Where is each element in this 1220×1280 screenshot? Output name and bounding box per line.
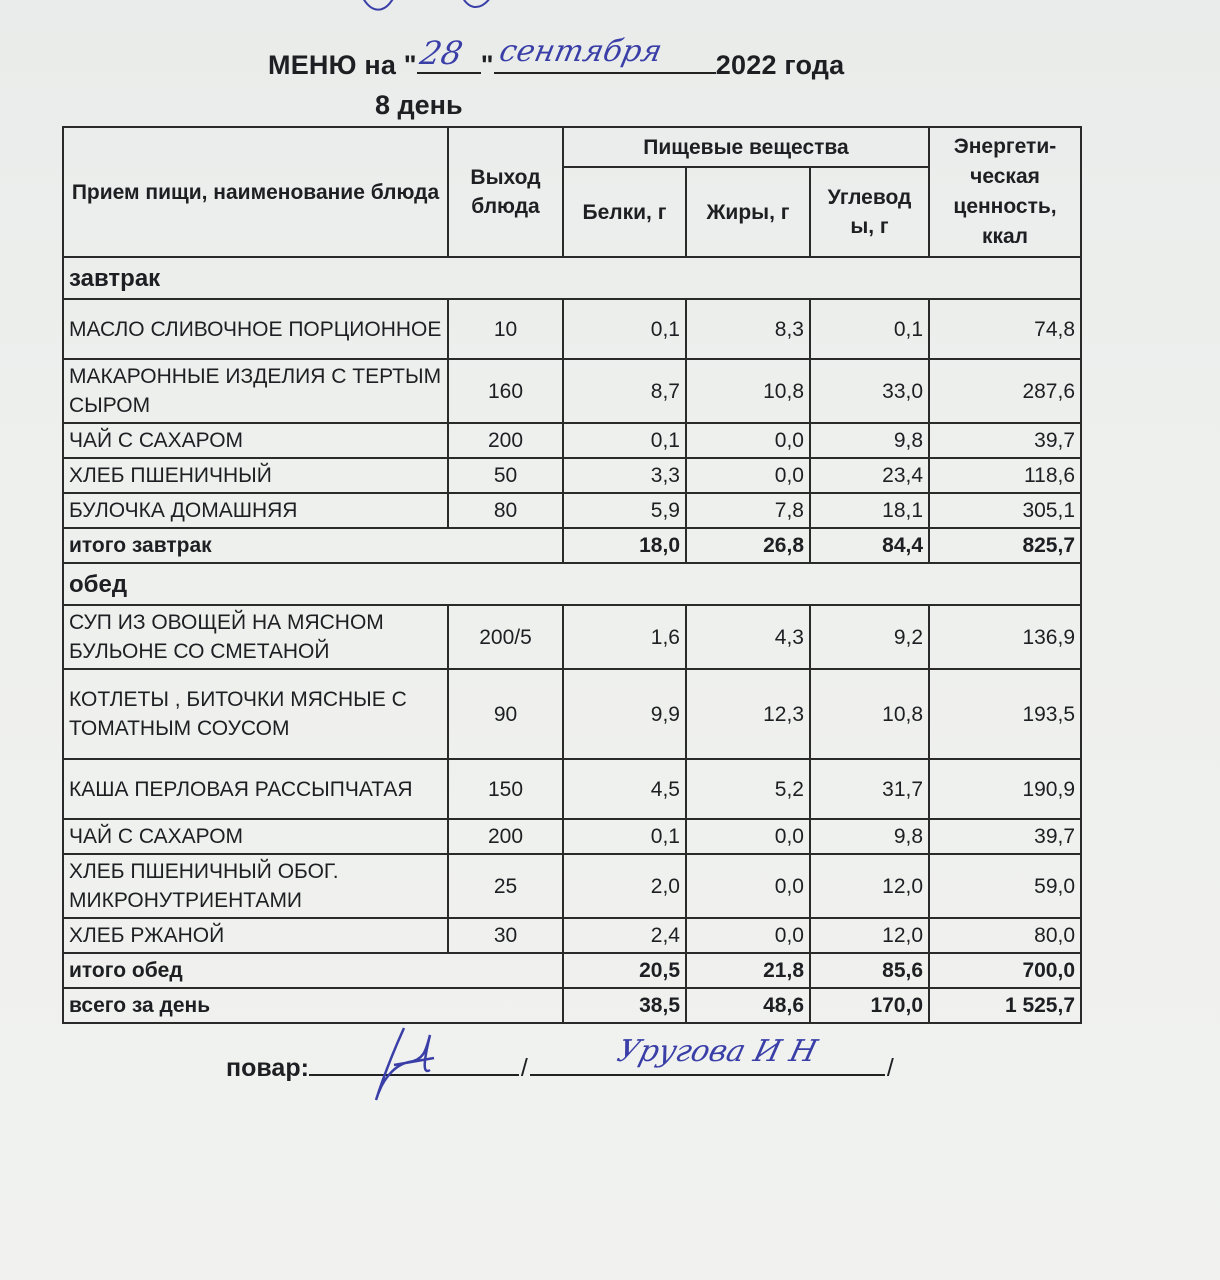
dish-carbs: 18,1 bbox=[810, 493, 929, 528]
signature-end-separator: / bbox=[886, 1054, 894, 1082]
dish-fat: 0,0 bbox=[686, 458, 810, 493]
table-row bbox=[63, 759, 1081, 819]
total-label: итого обед bbox=[63, 953, 563, 988]
dish-energy: 59,0 bbox=[929, 854, 1081, 918]
dish-name: СУП ИЗ ОВОЩЕЙ НА МЯСНОМ БУЛЬОНЕ СО СМЕТАНОЙ bbox=[63, 605, 448, 669]
dish-protein: 3,3 bbox=[563, 458, 686, 493]
day-total-protein: 38,5 bbox=[563, 988, 686, 1023]
total-protein: 20,5 bbox=[563, 953, 686, 988]
header-dish-name: Прием пищи, наименование блюда bbox=[63, 127, 448, 257]
dish-protein: 0,1 bbox=[563, 299, 686, 359]
dish-carbs: 10,8 bbox=[810, 669, 929, 759]
dish-protein: 0,1 bbox=[563, 423, 686, 458]
handwritten-scribble-top bbox=[340, 0, 640, 20]
handwritten-signature bbox=[364, 1020, 484, 1110]
dish-protein: 4,5 bbox=[563, 759, 686, 819]
total-fat: 21,8 bbox=[686, 953, 810, 988]
section-label: обед bbox=[63, 563, 1081, 605]
table-row bbox=[63, 359, 1081, 423]
total-protein: 18,0 bbox=[563, 528, 686, 563]
month-blank bbox=[494, 34, 716, 74]
header-carbs: Углевод ы, г bbox=[810, 167, 929, 257]
breakfast-total-row bbox=[63, 528, 1081, 563]
dish-energy: 74,8 bbox=[929, 299, 1081, 359]
total-carbs: 85,6 bbox=[810, 953, 929, 988]
dish-carbs: 12,0 bbox=[810, 854, 929, 918]
total-energy: 825,7 bbox=[929, 528, 1081, 563]
dish-name: ХЛЕБ ПШЕНИЧНЫЙ bbox=[63, 458, 448, 493]
cook-name-handwritten: Уругова И Н bbox=[613, 1034, 821, 1069]
dish-name: ЧАЙ С САХАРОМ bbox=[63, 819, 448, 854]
dish-name: ХЛЕБ РЖАНОЙ bbox=[63, 918, 448, 953]
day-total-row bbox=[63, 988, 1081, 1023]
total-fat: 26,8 bbox=[686, 528, 810, 563]
dish-energy: 118,6 bbox=[929, 458, 1081, 493]
table-row bbox=[63, 918, 1081, 953]
day-total-energy: 1 525,7 bbox=[929, 988, 1081, 1023]
dish-name: ЧАЙ С САХАРОМ bbox=[63, 423, 448, 458]
menu-table bbox=[62, 126, 1082, 1024]
dish-carbs: 9,2 bbox=[810, 605, 929, 669]
dish-name: БУЛОЧКА ДОМАШНЯЯ bbox=[63, 493, 448, 528]
day-total-fat: 48,6 bbox=[686, 988, 810, 1023]
dish-protein: 2,0 bbox=[563, 854, 686, 918]
dish-carbs: 9,8 bbox=[810, 423, 929, 458]
dish-output: 30 bbox=[448, 918, 563, 953]
header-fat: Жиры, г bbox=[686, 167, 810, 257]
dish-output: 10 bbox=[448, 299, 563, 359]
dish-protein: 0,1 bbox=[563, 819, 686, 854]
header-output: Выход блюда bbox=[448, 127, 563, 257]
dish-energy: 39,7 bbox=[929, 423, 1081, 458]
table-row bbox=[63, 458, 1081, 493]
signature-separator: / bbox=[520, 1054, 528, 1082]
dish-output: 50 bbox=[448, 458, 563, 493]
header-energy: Энергети-ческая ценность, ккал bbox=[929, 127, 1081, 257]
total-energy: 700,0 bbox=[929, 953, 1081, 988]
dish-name: МАКАРОННЫЕ ИЗДЕЛИЯ С ТЕРТЫМ СЫРОМ bbox=[63, 359, 448, 423]
dish-output: 160 bbox=[448, 359, 563, 423]
dish-name: КАША ПЕРЛОВАЯ РАССЫПЧАТАЯ bbox=[63, 759, 448, 819]
dish-output: 25 bbox=[448, 854, 563, 918]
dish-fat: 0,0 bbox=[686, 918, 810, 953]
dish-fat: 12,3 bbox=[686, 669, 810, 759]
dish-name: ХЛЕБ ПШЕНИЧНЫЙ ОБОГ. МИКРОНУТРИЕНТАМИ bbox=[63, 854, 448, 918]
dish-name: КОТЛЕТЫ , БИТОЧКИ МЯСНЫЕ С ТОМАТНЫМ СОУСОМ bbox=[63, 669, 448, 759]
dish-carbs: 23,4 bbox=[810, 458, 929, 493]
menu-title bbox=[268, 34, 845, 81]
section-label: завтрак bbox=[63, 257, 1081, 299]
total-carbs: 84,4 bbox=[810, 528, 929, 563]
day-handwritten: 28 bbox=[416, 34, 466, 72]
dish-energy: 287,6 bbox=[929, 359, 1081, 423]
dish-carbs: 33,0 bbox=[810, 359, 929, 423]
dish-fat: 10,8 bbox=[686, 359, 810, 423]
title-prefix: МЕНЮ на " bbox=[268, 50, 417, 80]
lunch-total-row bbox=[63, 953, 1081, 988]
header-protein: Белки, г bbox=[563, 167, 686, 257]
dish-protein: 8,7 bbox=[563, 359, 686, 423]
menu-subtitle: 8 день bbox=[375, 90, 463, 120]
dish-energy: 305,1 bbox=[929, 493, 1081, 528]
dish-fat: 8,3 bbox=[686, 299, 810, 359]
table-row bbox=[63, 819, 1081, 854]
dish-fat: 0,0 bbox=[686, 423, 810, 458]
dish-fat: 4,3 bbox=[686, 605, 810, 669]
dish-protein: 5,9 bbox=[563, 493, 686, 528]
dish-carbs: 9,8 bbox=[810, 819, 929, 854]
cook-signature-row bbox=[226, 1034, 894, 1083]
signature-line bbox=[309, 1050, 519, 1076]
dish-fat: 0,0 bbox=[686, 819, 810, 854]
section-lunch bbox=[63, 563, 1081, 605]
dish-energy: 136,9 bbox=[929, 605, 1081, 669]
dish-output: 80 bbox=[448, 493, 563, 528]
dish-output: 90 bbox=[448, 669, 563, 759]
dish-carbs: 0,1 bbox=[810, 299, 929, 359]
day-blank bbox=[416, 34, 481, 74]
table-row bbox=[63, 605, 1081, 669]
dish-output: 200 bbox=[448, 423, 563, 458]
dish-energy: 39,7 bbox=[929, 819, 1081, 854]
dish-protein: 2,4 bbox=[563, 918, 686, 953]
dish-energy: 80,0 bbox=[929, 918, 1081, 953]
dish-carbs: 31,7 bbox=[810, 759, 929, 819]
dish-fat: 7,8 bbox=[686, 493, 810, 528]
total-label: итого завтрак bbox=[63, 528, 563, 563]
month-handwritten: сентября bbox=[496, 34, 666, 69]
header-row-1 bbox=[63, 127, 1081, 167]
dish-energy: 193,5 bbox=[929, 669, 1081, 759]
dish-protein: 1,6 bbox=[563, 605, 686, 669]
dish-fat: 5,2 bbox=[686, 759, 810, 819]
header-nutrients: Пищевые вещества bbox=[563, 127, 929, 167]
title-quote: " bbox=[480, 50, 494, 80]
table-row bbox=[63, 669, 1081, 759]
cook-name-line bbox=[530, 1034, 885, 1076]
dish-fat: 0,0 bbox=[686, 854, 810, 918]
table-row bbox=[63, 423, 1081, 458]
dish-output: 200 bbox=[448, 819, 563, 854]
table-row bbox=[63, 299, 1081, 359]
title-suffix: 2022 года bbox=[715, 50, 845, 80]
table-row bbox=[63, 493, 1081, 528]
table-row bbox=[63, 854, 1081, 918]
dish-carbs: 12,0 bbox=[810, 918, 929, 953]
dish-energy: 190,9 bbox=[929, 759, 1081, 819]
cook-label: повар: bbox=[226, 1054, 309, 1082]
section-breakfast bbox=[63, 257, 1081, 299]
dish-protein: 9,9 bbox=[563, 669, 686, 759]
day-total-carbs: 170,0 bbox=[810, 988, 929, 1023]
dish-output: 150 bbox=[448, 759, 563, 819]
dish-output: 200/5 bbox=[448, 605, 563, 669]
day-total-label: всего за день bbox=[63, 988, 563, 1023]
dish-name: МАСЛО СЛИВОЧНОЕ ПОРЦИОННОЕ bbox=[63, 299, 448, 359]
